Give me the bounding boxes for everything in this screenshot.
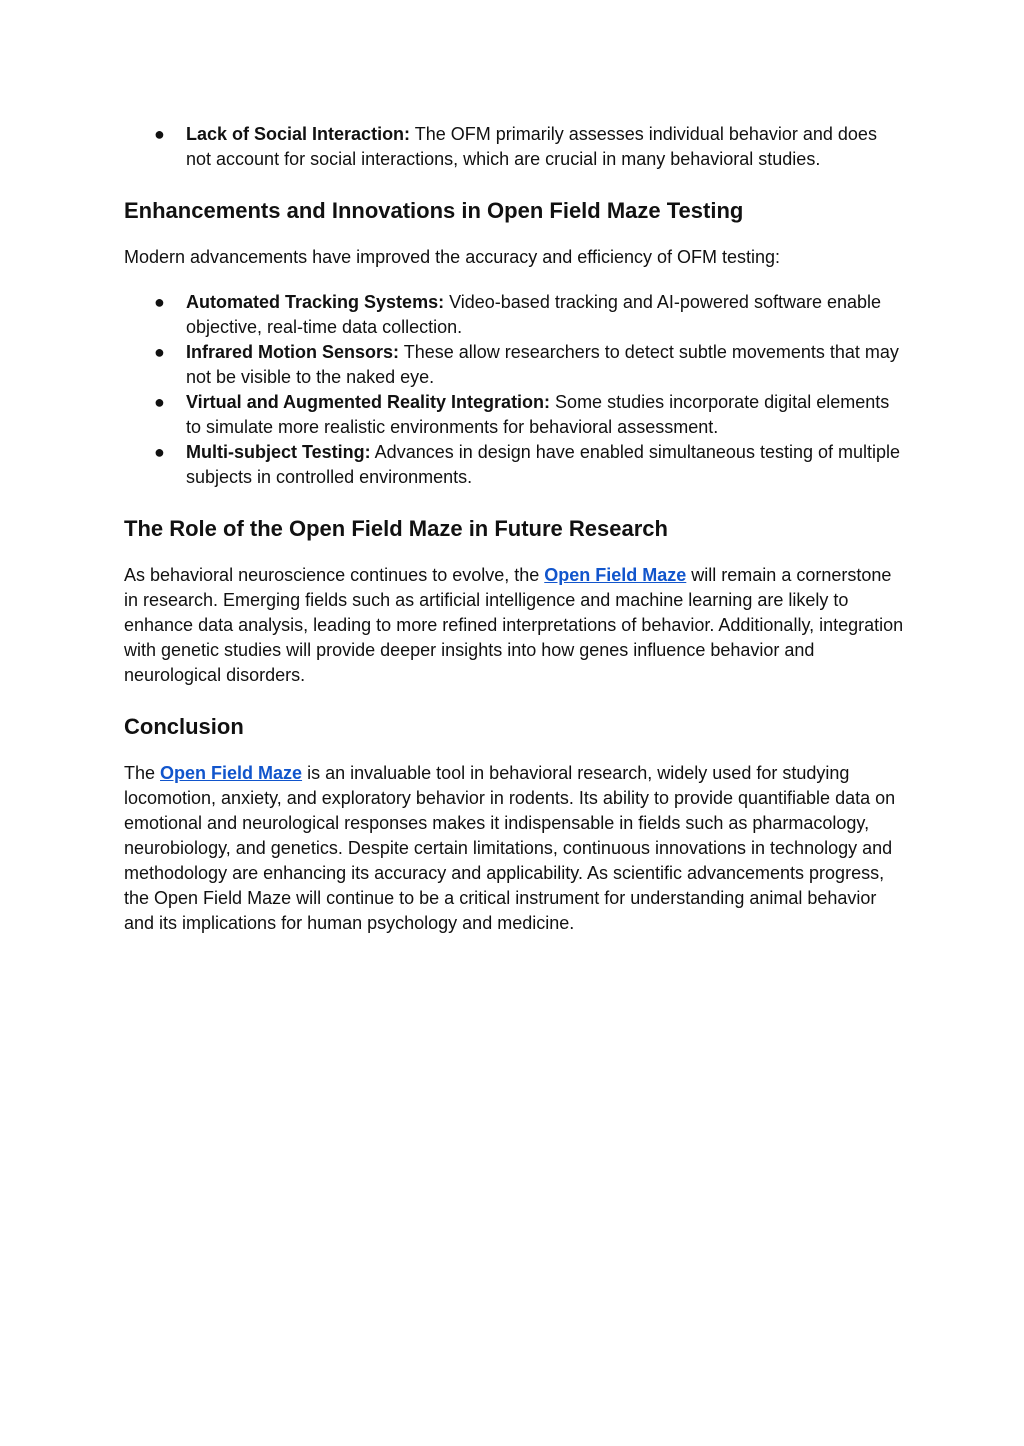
paragraph-text: As behavioral neuroscience continues to evolve, the	[124, 565, 545, 585]
list-item-text: Advances in design have enabled simultaneous testing of multiple subjects in controlled environments.	[186, 442, 901, 487]
list-item-term: Lack of Social Interaction:	[186, 124, 411, 144]
paragraph-text: The	[124, 763, 161, 783]
list-item	[124, 122, 904, 172]
list-item-term: Infrared Motion Sensors:	[186, 342, 400, 362]
open-field-maze-link[interactable]: Open Field Maze	[160, 763, 303, 783]
limitations-list	[124, 122, 904, 172]
list-item-text: Some studies incorporate digital elements to simulate more realistic environments for behavioral assessment.	[186, 392, 890, 437]
bullet-icon: ●	[154, 442, 165, 462]
conclusion-paragraph	[124, 761, 904, 936]
list-item-term: Multi-subject Testing:	[186, 442, 371, 462]
open-field-maze-link[interactable]: Open Field Maze	[544, 565, 687, 585]
list-item-term: Virtual and Augmented Reality Integration:	[186, 392, 551, 412]
list-item-text: These allow researchers to detect subtle movements that may not be visible to the naked eye.	[186, 342, 899, 387]
bullet-icon: ●	[154, 124, 165, 144]
future-research-paragraph	[124, 563, 904, 688]
section-heading-conclusion: Conclusion	[124, 714, 244, 739]
bullet-icon: ●	[154, 392, 165, 412]
enhancements-list	[124, 290, 904, 490]
list-item	[124, 290, 904, 340]
section-heading-enhancements: Enhancements and Innovations in Open Field Maze Testing	[124, 198, 744, 223]
paragraph-text: will remain a cornerstone in research. Emerging fields such as artificial intelligence and machine learning are likely to enhance data analysis, leading to more refined interpretations of behavior. Additionally, integration with genetic studies will provide deeper insights into how genes influence behavior and neurological disorders.	[124, 565, 904, 685]
paragraph-text: is an invaluable tool in behavioral research, widely used for studying locomotion, anxiety, and exploratory behavior in rodents. Its ability to provide quantifiable data on emotional and neurological responses makes it indispensable in fields such as pharmacology, neurobiology, and genetics. Despite certain limitations, continuous innovations in technology and methodology are enhancing its accuracy and applicability. As scientific advancements progress, the Open Field Maze will continue to be a critical instrument for understanding animal behavior and its implications for human psychology and medicine.	[124, 763, 896, 933]
section-heading-future-research: The Role of the Open Field Maze in Future Research	[124, 516, 668, 541]
list-item	[124, 390, 904, 440]
list-item-text: Video-based tracking and AI-powered software enable objective, real-time data collection.	[186, 292, 882, 337]
list-item-term: Automated Tracking Systems:	[186, 292, 445, 312]
list-item	[124, 340, 904, 390]
section-intro: Modern advancements have improved the accuracy and efficiency of OFM testing:	[124, 247, 780, 267]
bullet-icon: ●	[154, 342, 165, 362]
list-item	[124, 440, 904, 490]
bullet-icon: ●	[154, 292, 165, 312]
list-item-text: The OFM primarily assesses individual behavior and does not account for social interactions, which are crucial in many behavioral studies.	[186, 124, 877, 169]
document-page	[124, 122, 904, 936]
